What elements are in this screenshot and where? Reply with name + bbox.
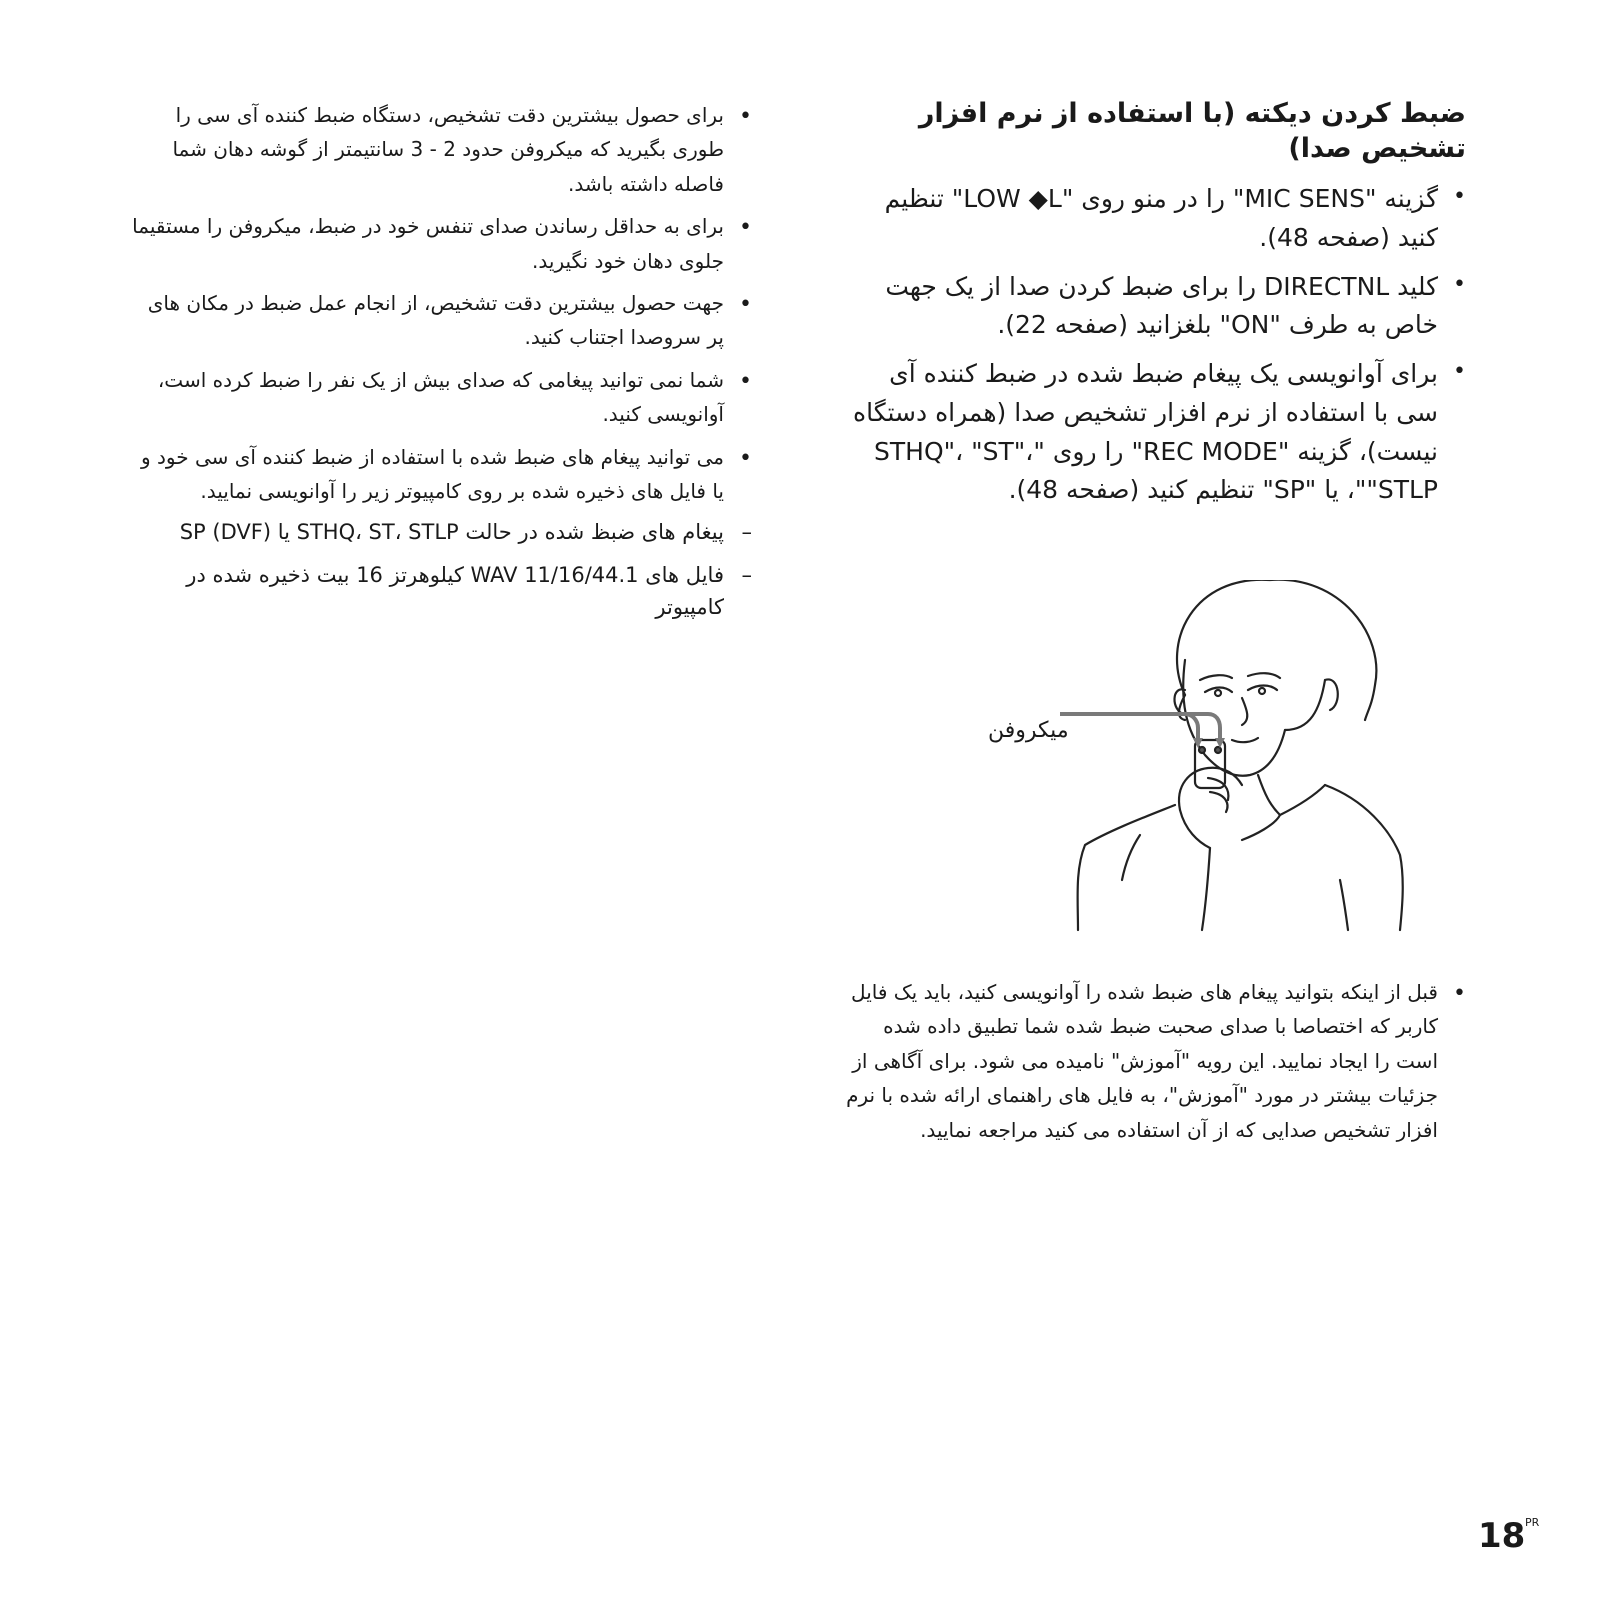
bullet-icon: • [739, 215, 752, 241]
list-item-text: برای به حداقل رساندن صدای تنفس خود در ضبط، میکروفن را مستقیما جلوی دهان خود نگیرید. [132, 214, 724, 273]
list-item [840, 355, 1466, 510]
bullet-icon: • [739, 368, 752, 394]
sub-list-item [130, 516, 752, 549]
list-item [840, 268, 1466, 346]
main-column-left [130, 98, 752, 634]
list-item-text: کلید DIRECTNL را برای ضبط کردن صدا از یک جهت خاص به طرف "ON" بلغزانید (صفحه 22). [885, 271, 1438, 340]
bullet-icon: • [739, 445, 752, 471]
list-item [130, 209, 752, 278]
list-item [840, 975, 1466, 1147]
instruction-list [840, 180, 1466, 510]
sub-list-item-text: فایل های WAV 11/16/44.1 کیلوهرتز 16 بیت ذخیره شده در کامپیوتر [186, 562, 724, 620]
list-item [130, 363, 752, 432]
note-list [840, 975, 1466, 1147]
list-item-text: قبل از اینکه بتوانید پیغام های ضبط شده را آوانویسی کنید، باید یک فایل کاربر که اختصاصا با صدای صحبت ضبط شده شما تطبیق داده شده است را ایجاد نمایید. این رویه "آموزش" نامیده می شود. برای آگاهی از جزئیات بیشتر در مورد "آموزش"، به فایل های راهنمای ارائه شده با نرم افزار تشخیص صدایی که از آن استفاده می کنید مراجعه نمایید. [846, 980, 1438, 1142]
list-item-text: می توانید پیغام های ضبط شده با استفاده از ضبط کننده آی سی خود و یا فایل های ذخیره شده بر روی کامپیوتر زیر را آوانویسی نمایید. [141, 444, 724, 503]
tips-list [130, 98, 752, 624]
page-number: 18 [1478, 1516, 1526, 1556]
list-item-text: برای حصول بیشترین دقت تشخیص، دستگاه ضبط کننده آی سی را طوری بگیرید که میکروفن حدود 2 - 3 سانتیمتر از گوشه دهان شما فاصله داشته باشد. [172, 103, 724, 196]
sub-list-item-text: پیغام های ضبظ شده در حالت STHQ، ST، STLP یا SP (DVF) [179, 520, 724, 545]
list-item [130, 440, 752, 509]
list-item-text: جهت حصول بیشترین دقت تشخیص، از انجام عمل ضبط در مکان های پر سروصدا اجتناب کنید. [147, 290, 724, 350]
list-item [130, 286, 752, 355]
illustration-svg [980, 580, 1450, 940]
training-note [840, 975, 1466, 1155]
section-heading: ضبط کردن دیکته (با استفاده از نرم افزار تشخیص صدا) [918, 98, 1466, 165]
dash-icon: – [741, 562, 752, 587]
bullet-icon: • [1453, 271, 1466, 297]
bullet-icon: • [739, 104, 752, 129]
sub-list-item [130, 559, 752, 624]
bullet-icon: • [1453, 359, 1466, 385]
bullet-icon: • [739, 291, 752, 317]
list-item-text: شما نمی توانید پیغامی که صدای بیش از یک نفر را ضبط کرده است، آوانویسی کنید. [157, 367, 724, 427]
dash-icon: – [741, 520, 752, 545]
list-item [130, 98, 752, 201]
list-item-text: برای آوانویسی یک پیغام ضبط شده در ضبط کننده آی سی با استفاده از نرم افزار تشخیص صدا (همراه دستگاه نیست)، گزینه "REC MODE" را روی "STHQ"، "ST"، "STLP"، یا "SP" تنظیم کنید (صفحه 48). [852, 359, 1438, 505]
main-column-right [840, 96, 1466, 520]
bullet-icon: • [1453, 981, 1466, 1006]
list-item [840, 180, 1466, 258]
person-holding-recorder-illustration [980, 580, 1450, 940]
list-item-text: گزینه "MIC SENS" را در منو روی "LOW ◆L" تنظیم کنید (صفحه 48). [884, 184, 1438, 252]
microphone-label: میکروفن [988, 718, 1069, 743]
page-language-code: PR [1525, 1516, 1540, 1529]
bullet-icon: • [1453, 184, 1466, 210]
